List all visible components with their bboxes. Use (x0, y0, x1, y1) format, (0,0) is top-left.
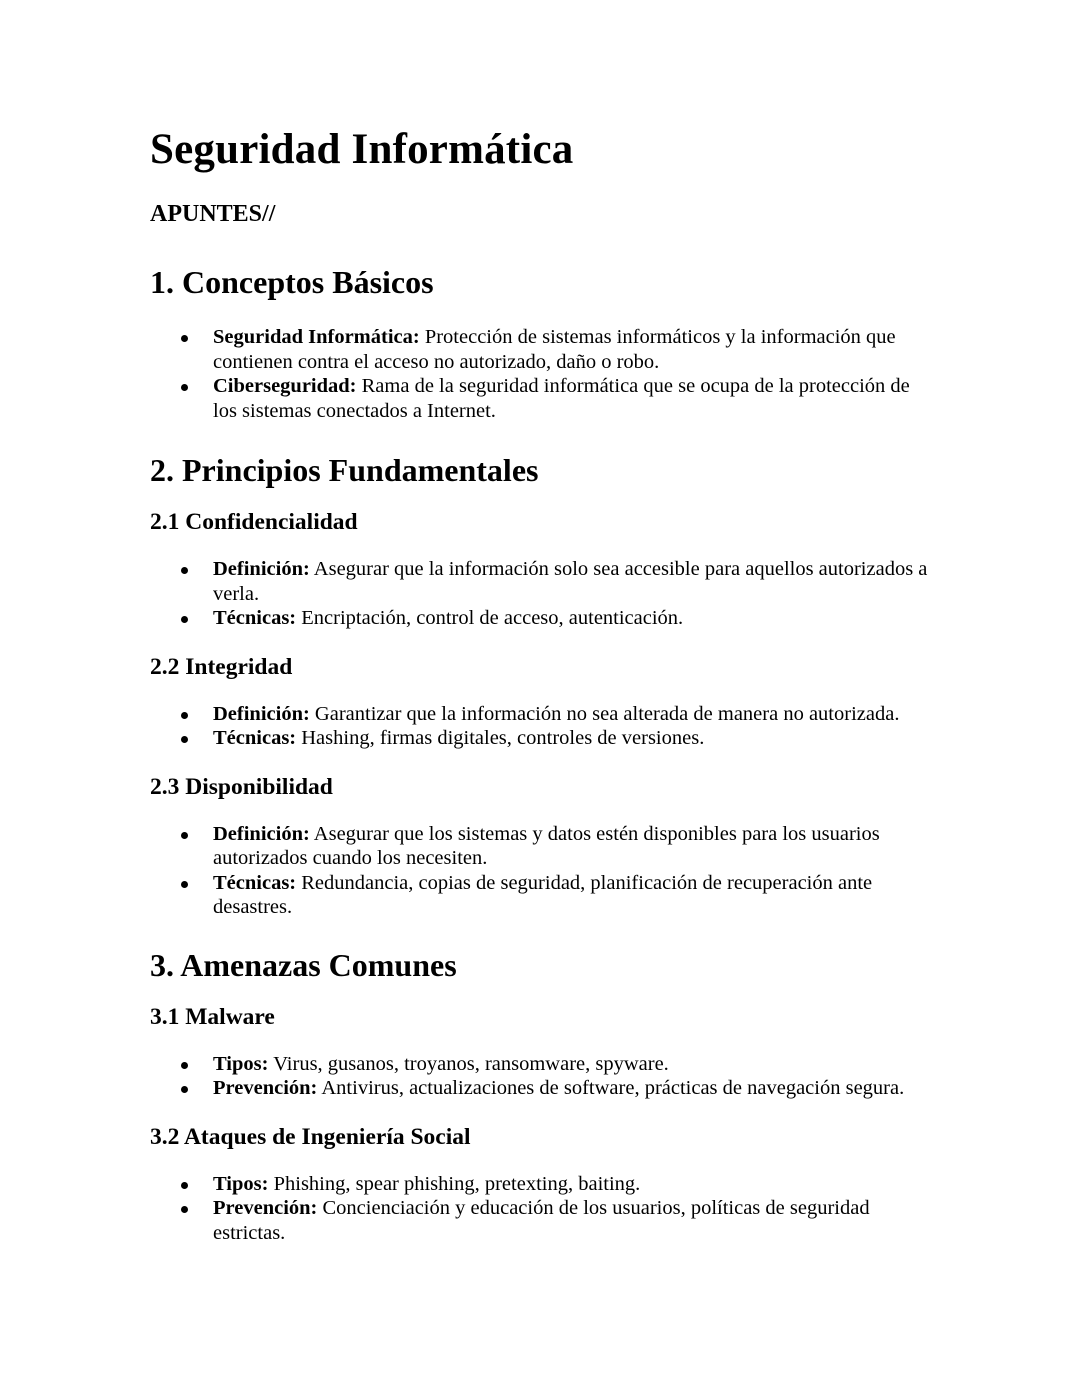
list-item (150, 606, 933, 631)
bullet-icon (181, 616, 188, 623)
subsection-heading: 2.3 Disponibilidad (150, 773, 333, 800)
list-item (150, 726, 933, 751)
list-item (150, 1052, 933, 1077)
list-item (150, 871, 933, 920)
item-text: Concienciación y educación de los usuarios, políticas de seguridad estrictas. (213, 1197, 870, 1244)
item-term: Técnicas: (213, 607, 297, 629)
list-item (150, 1196, 933, 1245)
list-item (150, 557, 933, 606)
item-text: Encriptación, control de acceso, autenticación. (296, 607, 684, 629)
bullet-icon (181, 832, 188, 839)
bullet-icon (181, 1086, 188, 1093)
document-subtitle: APUNTES// (150, 201, 276, 227)
item-term: Seguridad Informática: (213, 326, 420, 348)
bullet-list (150, 325, 950, 423)
bullet-list (150, 1052, 950, 1101)
item-text: Phishing, spear phishing, pretexting, baiting. (268, 1172, 641, 1195)
bullet-icon (181, 384, 188, 391)
bullet-icon (181, 881, 188, 888)
bullet-icon (181, 1182, 188, 1189)
bullet-icon (181, 736, 188, 743)
item-text: Garantizar que la información no sea alterada de manera no autorizada. (309, 702, 900, 725)
list-item (150, 1076, 933, 1101)
list-item (150, 325, 933, 374)
item-term: Definición: (213, 822, 310, 845)
item-text: Antivirus, actualizaciones de software, prácticas de navegación segura. (317, 1077, 905, 1099)
bullet-icon (181, 335, 188, 342)
item-term: Definición: (213, 702, 310, 725)
item-term: Tipos: (213, 1172, 269, 1195)
subsection-heading: 2.1 Confidencialidad (150, 509, 358, 535)
item-term: Prevención: (213, 1077, 318, 1099)
section-heading: 3. Amenazas Comunes (150, 946, 457, 983)
item-term: Prevención: (213, 1197, 318, 1219)
item-text: Rama de la seguridad informática que se ocupa de la protección de los sistemas conectados a Internet. (213, 375, 910, 422)
section-heading: 1. Conceptos Básicos (150, 264, 434, 300)
document-title: Seguridad Informática (150, 126, 574, 173)
subsection-heading: 3.1 Malware (150, 1003, 275, 1030)
item-term: Tipos: (213, 1052, 269, 1075)
bullet-icon (181, 1062, 188, 1069)
item-text: Hashing, firmas digitales, controles de versiones. (296, 727, 705, 749)
item-text: Protección de sistemas informáticos y la información que contienen contra el acceso no autorizado, daño o robo. (213, 326, 896, 373)
item-text: Virus, gusanos, troyanos, ransomware, spyware. (268, 1052, 669, 1075)
item-text: Redundancia, copias de seguridad, planificación de recuperación ante desastres. (213, 871, 873, 918)
bullet-icon (181, 1206, 188, 1213)
document-page (150, 122, 950, 1245)
bullet-list (150, 1172, 950, 1246)
bullet-list (150, 557, 950, 631)
list-item (150, 374, 933, 423)
bullet-list (150, 822, 950, 920)
item-term: Técnicas: (213, 727, 297, 749)
item-term: Técnicas: (213, 871, 297, 894)
subsection-heading: 3.2 Ataques de Ingeniería Social (150, 1123, 471, 1150)
subsection-heading: 2.2 Integridad (150, 653, 293, 680)
bullet-list (150, 702, 950, 751)
list-item (150, 702, 933, 727)
item-text: Asegurar que los sistemas y datos estén disponibles para los usuarios autorizados cuando los necesiten. (213, 822, 880, 869)
bullet-icon (181, 567, 188, 574)
bullet-icon (181, 712, 188, 719)
list-item (150, 1172, 933, 1197)
item-text: Asegurar que la información solo sea accesible para aquellos autorizados a verla. (213, 558, 928, 605)
section-heading: 2. Principios Fundamentales (150, 452, 539, 488)
item-term: Ciberseguridad: (213, 375, 357, 397)
item-term: Definición: (213, 558, 310, 580)
list-item (150, 822, 933, 871)
